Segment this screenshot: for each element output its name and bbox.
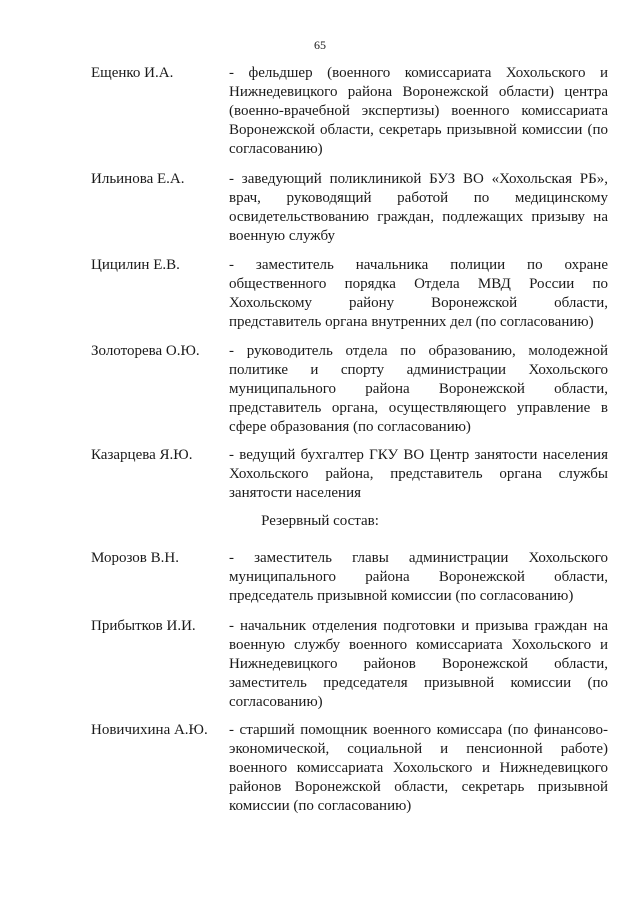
member-name: Цицилин Е.В. bbox=[91, 257, 180, 273]
description-line: заместитель председателя призывной комиссии (по bbox=[229, 675, 608, 691]
description-line: районов Воронежской области, секретарь призывной bbox=[229, 779, 608, 795]
description-line: (военно-врачебной экспертизы) военного комиссариата bbox=[229, 103, 608, 119]
member-name: Морозов В.Н. bbox=[91, 550, 179, 566]
description-line: Воронежской области, секретарь призывной комиссии (по bbox=[229, 122, 608, 138]
description-line: муниципального района Воронежской области, bbox=[229, 569, 608, 585]
description-line: военную службу bbox=[229, 228, 336, 244]
description-line: сфере образования (по согласованию) bbox=[229, 419, 471, 435]
description-line: военную службу военного комиссариата Хохольского и bbox=[229, 637, 608, 653]
description-line: - ведущий бухгалтер ГКУ ВО Центр занятости населения bbox=[229, 447, 608, 463]
member-name: Золоторева О.Ю. bbox=[91, 343, 200, 359]
description-line: экономической, социальной и пенсионной работе) bbox=[229, 741, 608, 757]
description-line: председатель призывной комиссии (по согласованию) bbox=[229, 588, 574, 604]
description-line: - заведующий поликлиникой БУЗ ВО «Хохольская РБ», bbox=[229, 171, 608, 187]
description-line: Хохольскому району Воронежской области, bbox=[229, 295, 608, 311]
member-name: Прибытков И.И. bbox=[91, 618, 196, 634]
description-line: Хохольского района, представитель органа службы bbox=[229, 466, 608, 482]
description-line: - руководитель отдела по образованию, молодежной bbox=[229, 343, 608, 359]
member-description bbox=[229, 446, 608, 503]
description-line: - заместитель главы администрации Хохольского bbox=[229, 550, 608, 566]
description-line: - старший помощник военного комиссара (по финансово- bbox=[229, 722, 608, 738]
member-description bbox=[229, 342, 608, 437]
member-name: Ильинова Е.А. bbox=[91, 171, 185, 187]
reserve-heading: Резервный состав: bbox=[261, 513, 379, 529]
member-description bbox=[229, 721, 608, 816]
description-line: врач, руководящий работой по медицинскому bbox=[229, 190, 608, 206]
member-name: Казарцева Я.Ю. bbox=[91, 447, 193, 463]
member-description bbox=[229, 549, 608, 606]
description-line: - заместитель начальника полиции по охране bbox=[229, 257, 608, 273]
description-line: согласованию) bbox=[229, 141, 323, 157]
description-line: политике и спорту администрации Хохольского bbox=[229, 362, 608, 378]
member-description bbox=[229, 256, 608, 332]
description-line: представитель органа внутренних дел (по согласованию) bbox=[229, 314, 594, 330]
description-line: освидетельствованию граждан, подлежащих призыву на bbox=[229, 209, 608, 225]
description-line: Нижнедевицкого районов Воронежской области, bbox=[229, 656, 608, 672]
description-line: комиссии (по согласованию) bbox=[229, 798, 412, 814]
member-name: Ещенко И.А. bbox=[91, 65, 174, 81]
description-line: военного комиссариата Хохольского и Нижнедевицкого bbox=[229, 760, 608, 776]
description-line: муниципального района Воронежской области, bbox=[229, 381, 608, 397]
member-name: Новичихина А.Ю. bbox=[91, 722, 208, 738]
page-number: 65 bbox=[314, 38, 326, 52]
description-line: - начальник отделения подготовки и призыва граждан на bbox=[229, 618, 608, 634]
description-line: - фельдшер (военного комиссариата Хохольского и bbox=[229, 65, 608, 81]
description-line: представитель органа, осуществляющего управление в bbox=[229, 400, 608, 416]
description-line: согласованию) bbox=[229, 694, 323, 710]
description-line: общественного порядка Отдела МВД России по bbox=[229, 276, 608, 292]
member-description bbox=[229, 64, 608, 159]
description-line: Нижнедевицкого района Воронежской области) центра bbox=[229, 84, 608, 100]
member-description bbox=[229, 170, 608, 246]
member-description bbox=[229, 617, 608, 712]
description-line: занятости населения bbox=[229, 485, 362, 501]
